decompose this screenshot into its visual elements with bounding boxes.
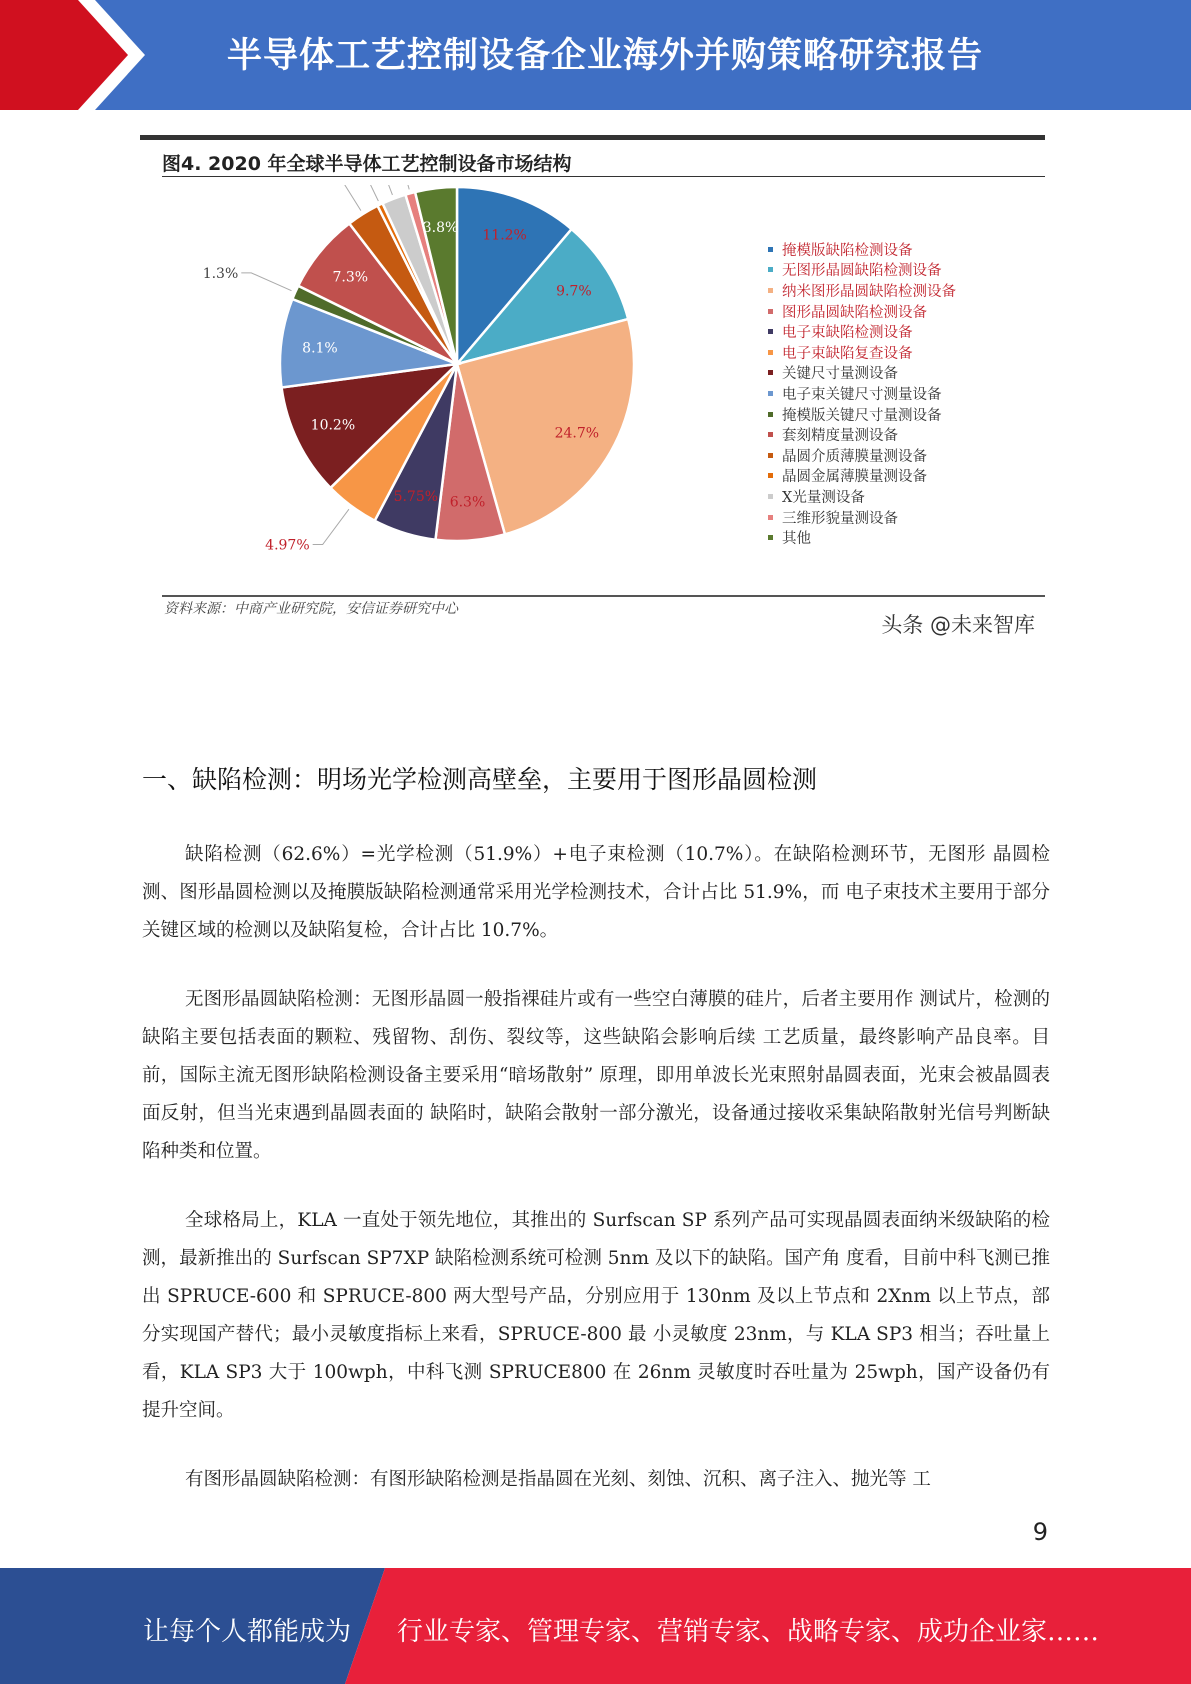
legend-label: 电子束缺陷复查设备 (782, 345, 913, 362)
slice-label: 10.2% (310, 417, 356, 434)
slice-label: 1.3% (202, 265, 239, 282)
legend-label: 图形晶圆缺陷检测设备 (782, 304, 927, 321)
figure-title-rule (162, 176, 1045, 177)
legend-swatch (768, 412, 773, 417)
leader-line (313, 509, 349, 544)
legend-swatch (768, 370, 773, 375)
chart-legend (768, 239, 956, 548)
legend-label: 其他 (782, 531, 811, 548)
legend-label: 电子束关键尺寸测量设备 (782, 386, 942, 403)
slice-label: 5.75% (393, 488, 439, 505)
legend-item (768, 527, 956, 548)
legend-swatch (768, 453, 773, 458)
leader-line (241, 273, 291, 291)
legend-label: 纳米图形晶圆缺陷检测设备 (782, 283, 956, 300)
legend-label: 关键尺寸量测设备 (782, 366, 898, 383)
legend-swatch (768, 350, 773, 355)
legend-item (768, 301, 956, 322)
figure-source: 资料来源：中商产业研究院，安信证券研究中心 (164, 601, 458, 617)
legend-label: 晶圆介质薄膜量测设备 (782, 448, 927, 465)
watermark: 头条 @未来智库 (881, 613, 1035, 637)
slice-label: 9.7% (556, 283, 592, 300)
legend-item (768, 466, 956, 487)
leader-line (367, 185, 393, 195)
legend-swatch (768, 309, 773, 314)
slice-label: 24.7% (554, 425, 600, 442)
legend-swatch (768, 494, 773, 499)
legend-label: 掩模版缺陷检测设备 (782, 242, 913, 259)
slice-label: 7.3% (332, 269, 369, 286)
figure (140, 135, 1045, 635)
figure-title: 图4. 2020 年全球半导体工艺控制设备市场结构 (162, 153, 572, 175)
paragraph: 有图形晶圆缺陷检测：有图形缺陷检测是指晶圆在光刻、刻蚀、沉积、离子注入、抛光等 工 (185, 1469, 931, 1490)
legend-swatch (768, 247, 773, 252)
legend-swatch (768, 473, 773, 478)
legend-swatch (768, 535, 773, 540)
legend-label: X光量测设备 (782, 489, 865, 506)
legend-swatch (768, 391, 773, 396)
legend-swatch (768, 288, 773, 293)
header-bar (0, 0, 1191, 110)
page-number: 9 (1032, 1518, 1048, 1546)
legend-item (768, 363, 956, 384)
paragraph: 无图形晶圆缺陷检测：无图形晶圆一般指裸硅片或有一些空白薄膜的硅片，后者主要用作 测试片，检测的缺陷主要包括表面的颗粒、残留物、刮伤、裂纹等，这些缺陷会影响后续 工艺质量，最终影响产品良率。目前，国际主流无图形缺陷检测设备主要采用“暗场散射” 原理，即用单波长光束照射晶圆表面，光束会被晶圆表面反射，但当光束遇到晶圆表面的 缺陷时，缺陷会散射一部分激光，设备通过接收采集缺陷散射光信号判断缺陷种类和位置。 (142, 989, 1050, 1162)
slice-label: 6.3% (449, 494, 486, 511)
legend-item (768, 486, 956, 507)
legend-swatch (768, 329, 773, 334)
leader-line (388, 185, 410, 189)
paragraph: 全球格局上，KLA 一直处于领先地位，其推出的 Surfscan SP 系列产品可实现晶圆表面纳米级缺陷的检测，最新推出的 Surfscan SP7XP 缺陷检测系统可检测 5nm 及以下的缺陷。国产角 度看，目前中科飞测已推出 SPRUCE-600 和 SPRUCE-800 两大型号产品，分别应用于 130nm 及以上节点和 2Xnm 以上节点，部分实现国产替代；最小灵敏度指标上来看，SPRUCE-800 最 小灵敏度 23nm，与 KLA SP3 相当；吞吐量上看，KLA SP3 大于 100wph，中科飞测 SPRUCE800 在 26nm 灵敏度时吞吐量为 25wph，国产设备仍有提升空间。 (142, 1210, 1050, 1421)
section-title: 一、缺陷检测：明场光学检测高壁垒，主要用于图形晶圆检测 (142, 765, 818, 794)
legend-item (768, 424, 956, 445)
legend-item (768, 280, 956, 301)
figure-bottom-rule (162, 595, 1045, 597)
legend-swatch (768, 432, 773, 437)
figure-top-rule (140, 135, 1045, 140)
header-title: 半导体工艺控制设备企业海外并购策略研究报告 (226, 36, 983, 76)
legend-label: 无图形晶圆缺陷检测设备 (782, 263, 942, 280)
legend-item (768, 445, 956, 466)
legend-item (768, 239, 956, 260)
legend-label: 电子束缺陷检测设备 (782, 325, 913, 342)
legend-swatch (768, 515, 773, 520)
legend-swatch (768, 267, 773, 272)
legend-item (768, 321, 956, 342)
slice-label: 8.1% (302, 340, 338, 357)
slice-label: 4.97% (265, 537, 310, 554)
slice-label: 3.8% (422, 219, 459, 236)
leader-line (328, 185, 361, 211)
footer-banner (0, 1568, 1191, 1684)
legend-item (768, 383, 956, 404)
legend-label: 晶圆金属薄膜量测设备 (782, 469, 927, 486)
legend-label: 掩模版关键尺寸量测设备 (782, 407, 942, 424)
legend-label: 三维形貌量测设备 (782, 510, 898, 527)
legend-label: 套刻精度量测设备 (782, 428, 898, 445)
slice-label: 11.2% (482, 227, 527, 244)
legend-item (768, 404, 956, 425)
paragraph: 缺陷检测（62.6%）=光学检测（51.9%）+电子束检测（10.7%）。在缺陷检测环节，无图形 晶圆检测、图形晶圆检测以及掩膜版缺陷检测通常采用光学检测技术，合计占比 51.9%，而 电子束技术主要用于部分关键区域的检测以及缺陷复检，合计占比 10.7%。 (142, 844, 1050, 941)
legend-item (768, 507, 956, 528)
legend-item (768, 260, 956, 281)
footer-left-text: 让每个人都能成为 (143, 1617, 352, 1647)
pie-chart (140, 185, 760, 595)
legend-item (768, 342, 956, 363)
footer-right-text: 行业专家、管理专家、营销专家、战略专家、成功企业家…… (397, 1617, 1100, 1647)
